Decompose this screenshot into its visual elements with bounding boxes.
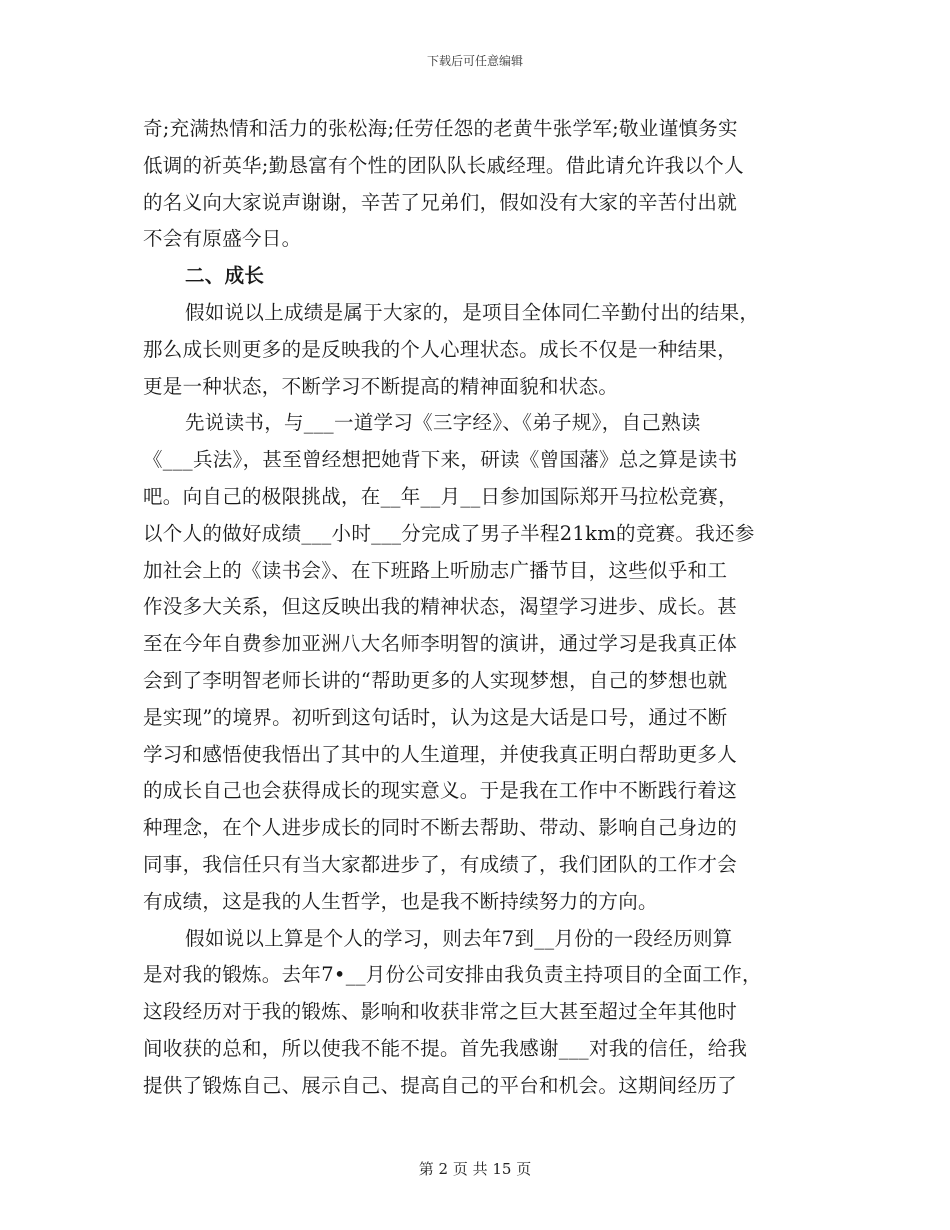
text-line: 间收获的总和，所以使我不能不提。首先我感谢___对我的信任，给我 bbox=[143, 1036, 748, 1060]
text-line: 先说读书，与___一道学习《三字经》、《弟子规》，自己熟读 bbox=[185, 411, 701, 435]
text-line: 学习和感悟使我悟出了其中的人生道理，并使我真正明白帮助更多人 bbox=[143, 742, 738, 766]
text-line: 提供了锻炼自己、展示自己、提高自己的平台和机会。这期间经历了 bbox=[143, 1073, 738, 1097]
text-line: 同事，我信任只有当大家都进步了，有成绩了，我们团队的工作才会 bbox=[143, 852, 738, 876]
text-line: 那么成长则更多的是反映我的个人心理状态。成长不仅是一种结果， bbox=[143, 337, 738, 361]
text-line: 吧。向自己的极限挑战，在__年__月__日参加国际郑开马拉松竞赛， bbox=[143, 484, 738, 508]
text-line: 奇;充满热情和活力的张松海;任劳任怨的老黄牛张学军;敬业谨慎务实 bbox=[143, 117, 738, 140]
text-line: 《___兵法》，甚至曾经想把她背下来，研读《曾国藩》总之算是读书 bbox=[143, 448, 738, 472]
document-body bbox=[143, 111, 808, 1105]
page-header: 下载后可任意编辑 bbox=[426, 54, 523, 68]
text-line: 假如说以上算是个人的学习，则去年7到__月份的一段经历则算 bbox=[185, 926, 733, 950]
text-line: 更是一种状态，不断学习不断提高的精神面貌和状态。 bbox=[143, 374, 619, 398]
text-line: 假如说以上成绩是属于大家的，是项目全体同仁辛勤付出的结果， bbox=[185, 300, 760, 324]
text-line: 会到了李明智老师长讲的“帮助更多的人实现梦想，自己的梦想也就 bbox=[143, 668, 728, 692]
text-line: 的名义向大家说声谢谢，辛苦了兄弟们，假如没有大家的辛苦付出就 bbox=[143, 190, 738, 214]
text-line: 种理念，在个人进步成长的同时不断去帮助、带动、影响自己身边的 bbox=[143, 816, 738, 840]
text-line: 加社会上的《读书会》、在下班路上听励志广播节目，这些似乎和工 bbox=[143, 558, 728, 582]
text-line: 有成绩，这是我的人生哲学，也是我不断持续努力的方向。 bbox=[143, 889, 658, 913]
text-line: 不会有原盛今日。 bbox=[143, 227, 302, 251]
text-line: 至在今年自费参加亚洲八大名师李明智的演讲，通过学习是我真正体 bbox=[143, 632, 738, 656]
text-line: 的成长自己也会获得成长的现实意义。于是我在工作中不断践行着这 bbox=[143, 779, 738, 803]
text-line: 以个人的做好成绩___小时___分完成了男子半程21km的竞赛。我还参 bbox=[143, 521, 755, 545]
text-line: 作没多大关系，但这反映出我的精神状态，渴望学习进步、成长。甚 bbox=[143, 595, 738, 619]
text-line: 低调的祈英华;勤恳富有个性的团队队长戚经理。借此请允许我以个人 bbox=[143, 153, 744, 177]
section-heading: 二、成长 bbox=[185, 264, 265, 288]
text-line: 是实现”的境界。初听到这句话时，认为这是大话是口号，通过不断 bbox=[143, 705, 728, 729]
text-line: 这段经历对于我的锻炼、影响和收获非常之巨大甚至超过全年其他时 bbox=[143, 1000, 738, 1024]
text-line: 是对我的锻炼。去年7•__月份公司安排由我负责主持项目的全面工作， bbox=[143, 963, 762, 987]
page-number: 第 2 页 共 15 页 bbox=[418, 1160, 532, 1178]
